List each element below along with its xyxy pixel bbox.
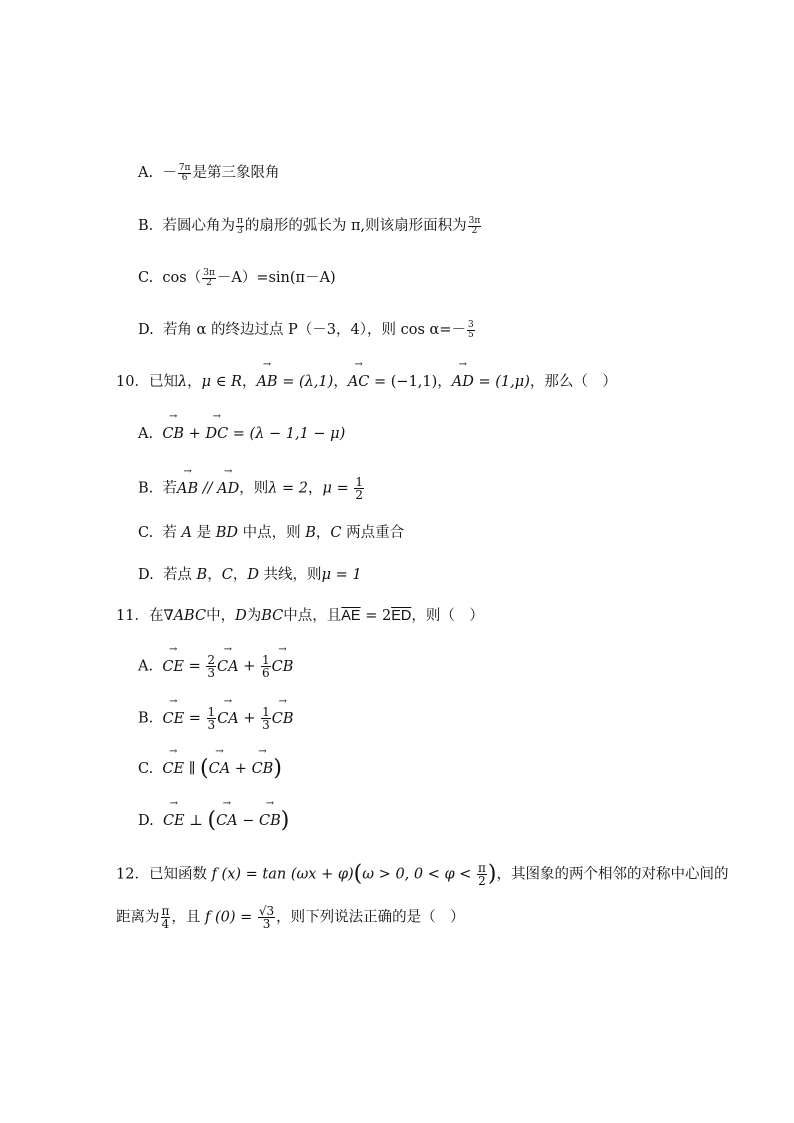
question-number: 12． [116,866,149,883]
q9-option-d: D. 若角 α 的终边过点 P（－3，4），则 cos α=－ $\frac{3}{5}$ [138,319,474,340]
fraction: $\frac{√3}{3}$ [258,904,275,931]
q10-option-b: B. 若→ AB // → AD，则λ = 2，μ = $\frac{1}{2}$ [138,476,365,501]
q11-option-b: B. → CE = $\frac{1}{3}$ → CA + $\frac{1}{3}$ → CB [138,706,294,731]
fraction: $\frac{7\pi}{6}$ [178,162,191,183]
fraction: $\frac{\pi}{3}$ [236,215,243,236]
question-number: 10． [116,374,149,390]
fraction: $\frac{1}{3}$ [207,705,216,732]
q10-option-c: C. 若 A 是 BD 中点，则 B，C 两点重合 [138,525,405,541]
question-10: 10．已知λ，μ ∈ R，→ AB = (λ,1)，→ AC = (−1,1)，→ AD = (1,μ)，那么（ ） [116,372,617,392]
vector-ab: → AB [256,372,277,392]
fraction: $\frac{\pi}{4}$ [161,904,170,931]
question-12-line-1: 12．已知函数 f (x) = tan (ωx + φ)(ω > 0, 0 < φ < $\frac{\pi}{2}$ )，其图象的两个相邻的对称中心间的 [116,861,729,888]
fraction: $\frac{1}{3}$ [262,705,270,732]
fraction: $\frac{1}{6}$ [261,653,270,680]
q10-option-a: A. → CB + → DC = (λ − 1,1 − μ) [138,424,345,444]
option-label: A. [138,165,154,181]
q9-option-c: C. cos（ $\frac{3\pi}{2}$ －A）=sin(π－A) [138,267,336,288]
fraction: $\frac{1}{2}$ [355,475,363,502]
fraction: $\frac{2}{3}$ [207,653,216,680]
fraction: $\frac{3}{5}$ [467,319,474,340]
q10-option-d: D. 若点 B，C，D 共线，则μ = 1 [138,567,362,583]
q11-option-a: A. → CE = $\frac{2}{3}$ → CA + $\frac{1}{6}$ → CB [138,654,293,679]
question-number: 11． [116,608,149,624]
fraction: $\frac{3\pi}{2}$ [468,215,481,236]
q11-option-d: D. → CE ⊥ (→ CA − → CB) [138,811,289,831]
q9-option-b: B. 若圆心角为 $\frac{\pi}{3}$ 的扇形的弧长为 π,则该扇形面积为 $\frac{3\pi}{2}$ [138,215,481,236]
vector-ad: → AD [452,372,474,392]
q9-option-a: A. － $\frac{7\pi}{6}$ 是第三象限角 [138,162,280,183]
fraction: $\frac{3\pi}{2}$ [203,267,215,288]
question-12-line-2: 距离为 $\frac{\pi}{4}$ ，且 f (0) = $\frac{√3}{3}$ ，则下列说法正确的是（ ） [116,904,465,931]
question-11: 11．在∇ABC中，D为BC中点，且$\overline{AE} = 2\overline{ED}$，则（ ） [116,608,484,624]
q11-option-c: C. → CE ∥ (→ CA + → CB) [138,759,282,779]
fraction: $\frac{\pi}{2}$ [478,861,486,888]
vector-ac: → AC [348,372,370,392]
